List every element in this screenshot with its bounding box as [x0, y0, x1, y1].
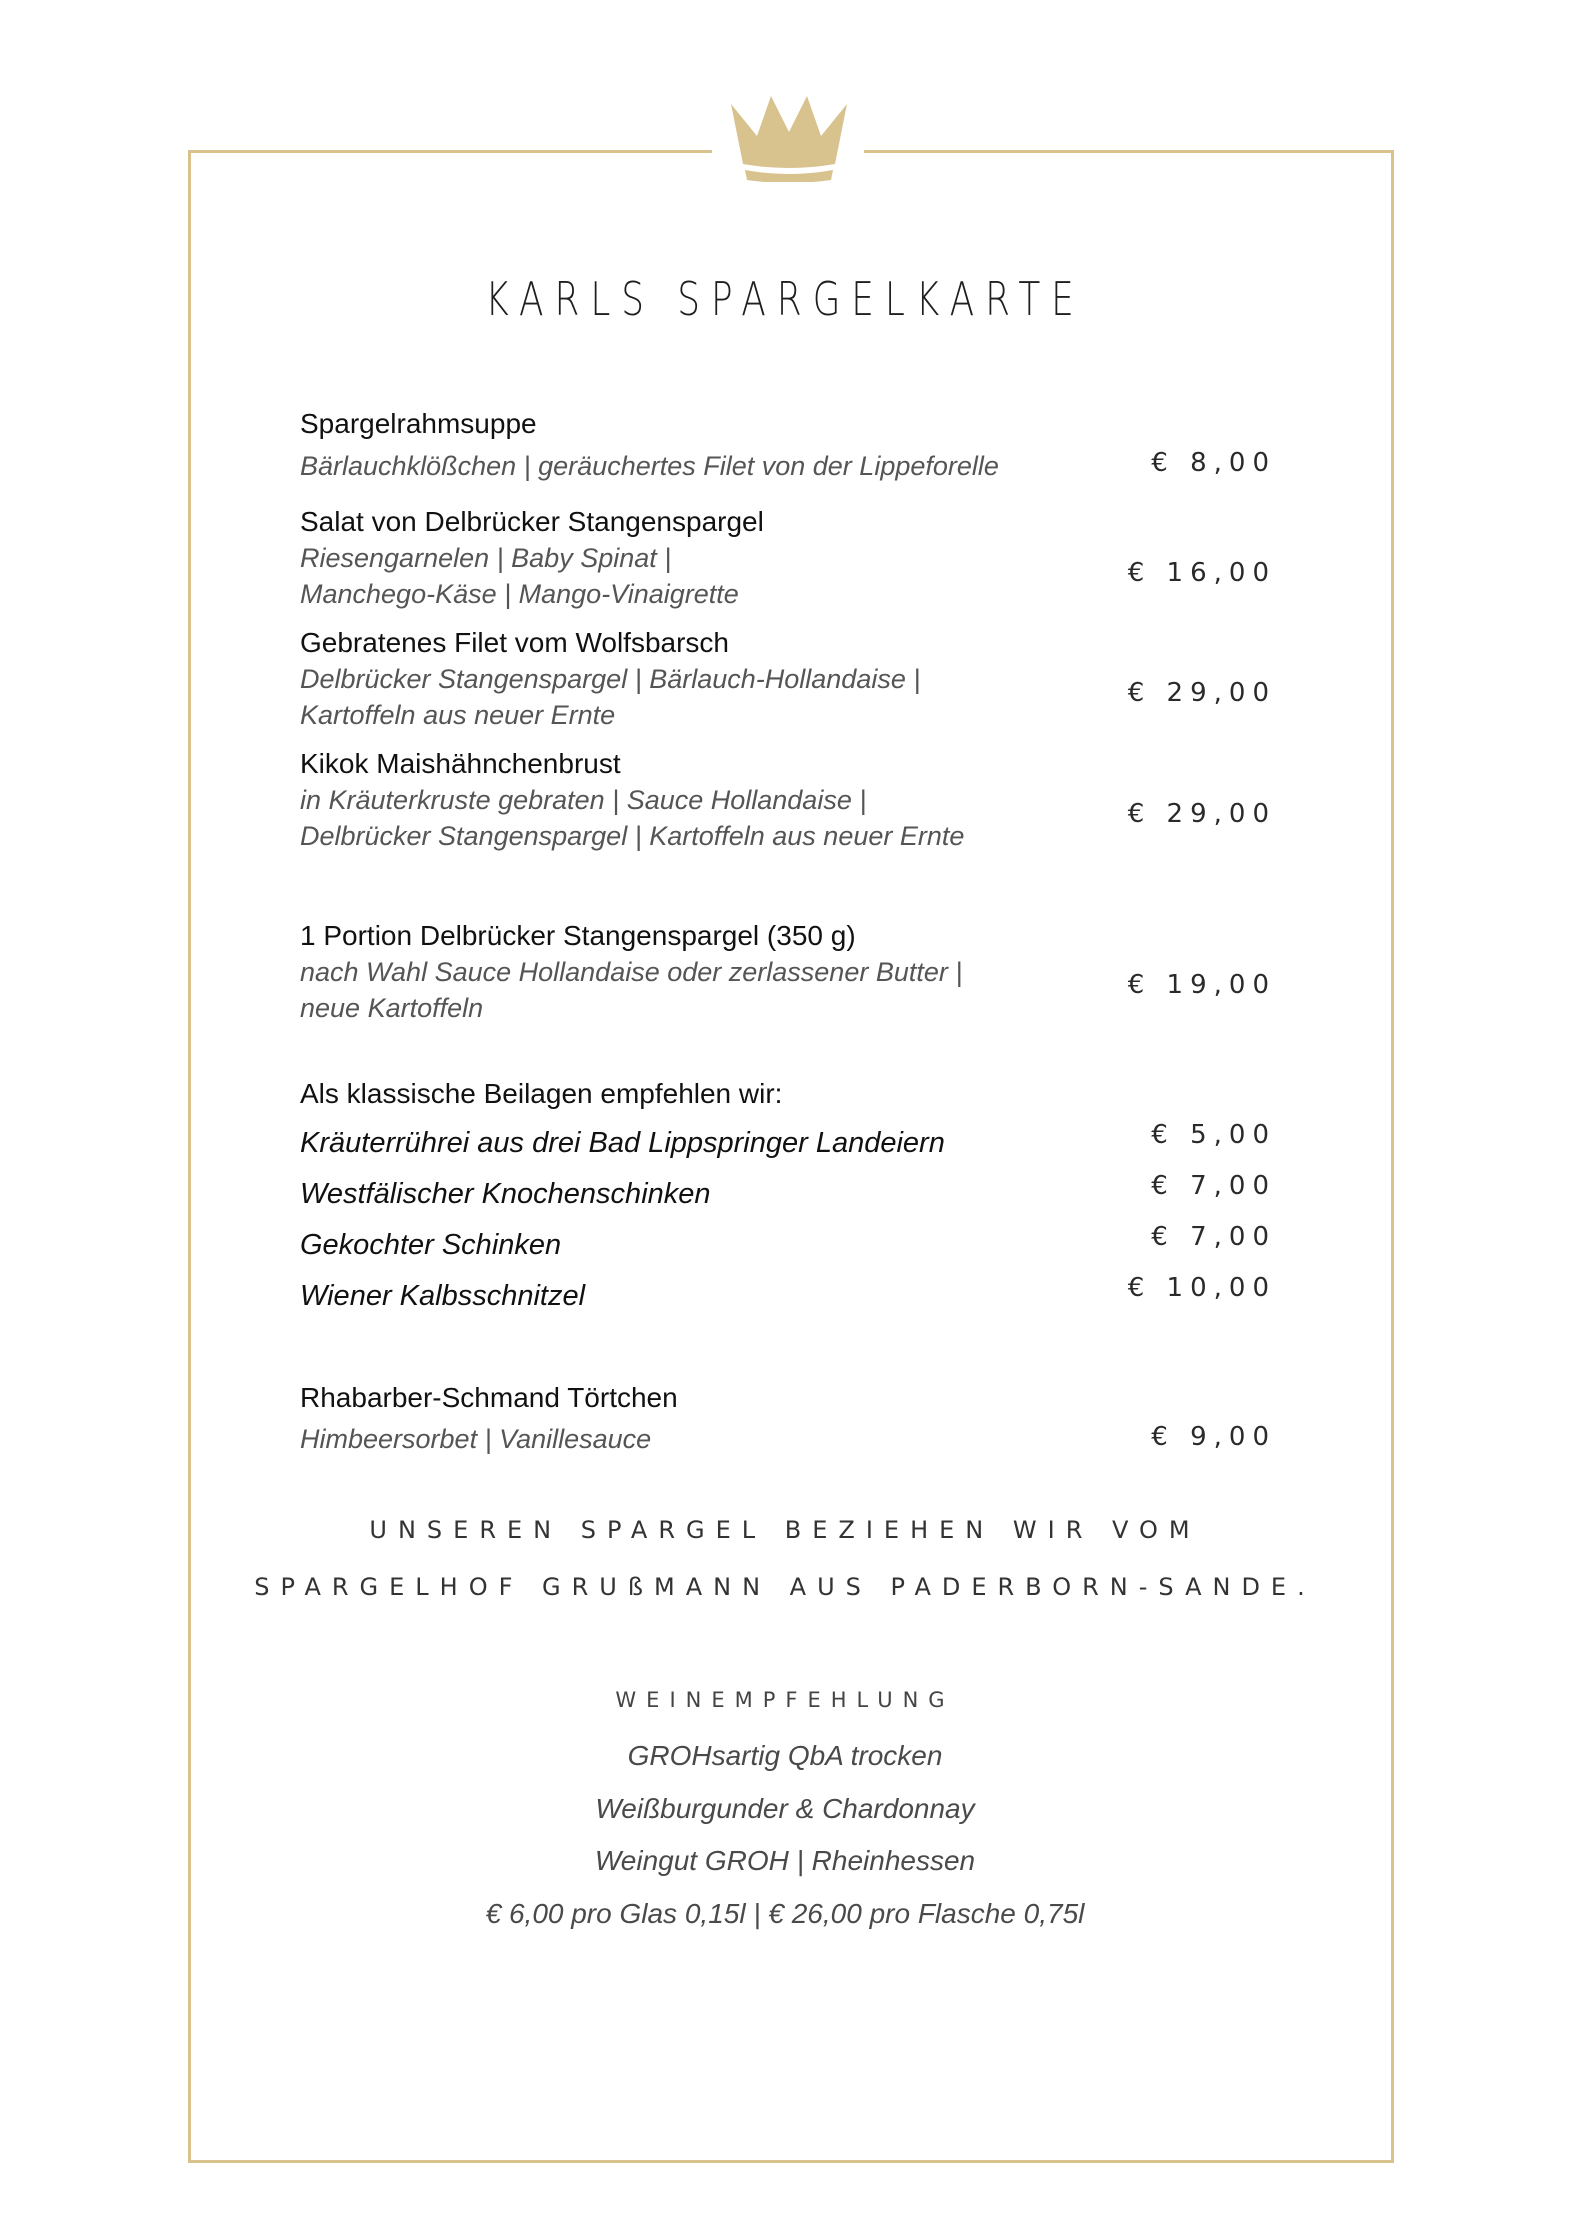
- dish-name: Spargelrahmsuppe: [300, 408, 537, 439]
- sourcing-line: UNSEREN SPARGEL BEZIEHEN WIR VOM: [369, 1516, 1201, 1544]
- dish-description: nach Wahl Sauce Hollandaise oder zerlassener Butter |: [300, 957, 963, 987]
- wine-heading: WEINEMPFEHLUNG: [615, 1688, 955, 1712]
- page-title: KARLS SPARGELKARTE: [485, 272, 1085, 326]
- dish-description: Delbrücker Stangenspargel | Kartoffeln aus neuer Ernte: [300, 821, 965, 851]
- wine-line: GROHsartig QbA trocken: [627, 1740, 943, 1771]
- dish-price: € 16,00: [1127, 558, 1276, 588]
- side-item: Westfälischer Knochenschinken: [300, 1178, 711, 1210]
- dish-description: Kartoffeln aus neuer Ernte: [300, 700, 616, 730]
- side-price: € 5,00: [1151, 1120, 1276, 1150]
- side-item: Wiener Kalbsschnitzel: [300, 1280, 586, 1312]
- wine-line: Weingut GROH | Rheinhessen: [594, 1845, 976, 1876]
- dessert-price: € 9,00: [1151, 1422, 1276, 1452]
- side-price: € 7,00: [1151, 1171, 1276, 1201]
- side-price: € 10,00: [1127, 1273, 1276, 1303]
- wine-price-line: € 6,00 pro Glas 0,15l | € 26,00 pro Flasche 0,75l: [485, 1898, 1085, 1929]
- dish-name: 1 Portion Delbrücker Stangenspargel (350 g): [300, 920, 856, 951]
- wine-line: Weißburgunder & Chardonnay: [595, 1793, 975, 1824]
- dish-description: Riesengarnelen | Baby Spinat |: [300, 543, 672, 573]
- dish-name: Salat von Delbrücker Stangenspargel: [300, 506, 764, 537]
- dish-description: Delbrücker Stangenspargel | Bärlauch-Hollandaise |: [300, 664, 921, 694]
- sourcing-line: SPARGELHOF GRUßMANN AUS PADERBORN-SANDE.: [254, 1573, 1316, 1601]
- sides-heading: Als klassische Beilagen empfehlen wir:: [300, 1078, 783, 1109]
- dish-description: Bärlauchklößchen | geräuchertes Filet von der Lippeforelle: [300, 451, 999, 481]
- side-item: Kräuterrührei aus drei Bad Lippspringer Landeiern: [300, 1127, 945, 1159]
- dish-description: in Kräuterkruste gebraten | Sauce Hollandaise |: [300, 785, 867, 815]
- dessert-name: Rhabarber-Schmand Törtchen: [300, 1382, 678, 1413]
- dish-name: Gebratenes Filet vom Wolfsbarsch: [300, 627, 729, 658]
- side-item: Gekochter Schinken: [300, 1229, 562, 1261]
- dish-price: € 29,00: [1127, 799, 1276, 829]
- crown-icon: [727, 86, 851, 182]
- dish-price: € 29,00: [1127, 678, 1276, 708]
- side-price: € 7,00: [1151, 1222, 1276, 1252]
- dish-name: Kikok Maishähnchenbrust: [300, 748, 621, 779]
- dish-price: € 8,00: [1151, 448, 1276, 478]
- dish-price: € 19,00: [1127, 970, 1276, 1000]
- dessert-description: Himbeersorbet | Vanillesauce: [300, 1424, 652, 1454]
- dish-description: neue Kartoffeln: [300, 993, 484, 1023]
- dish-description: Manchego-Käse | Mango-Vinaigrette: [300, 579, 739, 609]
